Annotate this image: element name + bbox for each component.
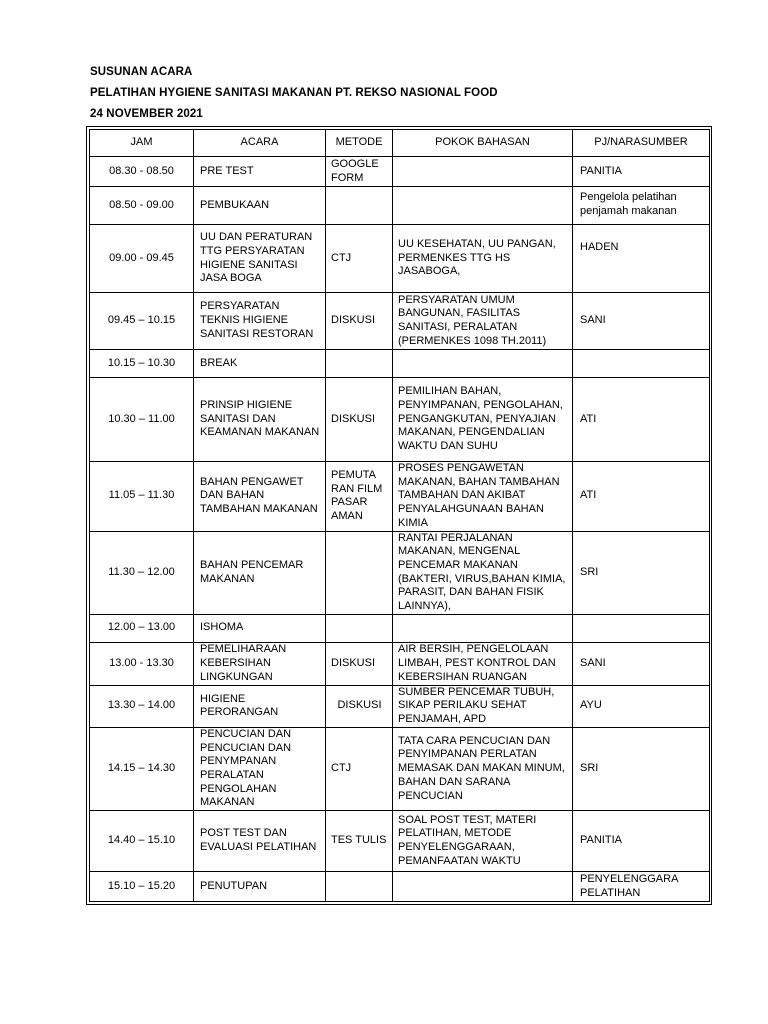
cell-pokok: TATA CARA PENCUCIAN DAN PENYIMPANAN PERLATAN MEMASAK DAN MAKAN MINUM, BAHAN DAN SARANA PENCUCIAN (393, 727, 573, 810)
cell-acara: BAHAN PENGAWET DAN BAHAN TAMBAHAN MAKANAN (194, 462, 326, 532)
cell-jam: 08.50 - 09.00 (90, 187, 194, 225)
cell-pokok (393, 187, 573, 225)
cell-pj: PANITIA (573, 811, 710, 872)
cell-metode: DISKUSI (326, 642, 393, 685)
cell-acara: PRE TEST (194, 157, 326, 187)
cell-jam: 11.05 – 11.30 (90, 462, 194, 532)
cell-metode (326, 531, 393, 614)
table-row (90, 872, 710, 902)
cell-jam: 14.40 – 15.10 (90, 811, 194, 872)
cell-acara: PEMBUKAAN (194, 187, 326, 225)
table-row (90, 614, 710, 642)
column-header-jam: JAM (90, 130, 194, 157)
cell-jam: 09.45 – 10.15 (90, 293, 194, 350)
cell-acara: HIGIENE PERORANGAN (194, 685, 326, 727)
cell-pokok (393, 350, 573, 378)
cell-pj: SRI (573, 727, 710, 810)
cell-metode (326, 350, 393, 378)
table-row (90, 293, 710, 350)
cell-acara: PERSYARATAN TEKNIS HIGIENE SANITASI RESTORAN (194, 293, 326, 350)
cell-pj: SANI (573, 642, 710, 685)
table-row (90, 157, 710, 187)
cell-acara: PENCUCIAN DAN PENCUCIAN DAN PENYMPANAN PERALATAN PENGOLAHAN MAKANAN (194, 727, 326, 810)
cell-acara: PRINSIP HIGIENE SANITASI DAN KEAMANAN MAKANAN (194, 378, 326, 462)
training-title: PELATIHAN HYGIENE SANITASI MAKANAN PT. REKSO NASIONAL FOOD (90, 87, 498, 99)
cell-acara: ISHOMA (194, 614, 326, 642)
table-row (90, 378, 710, 462)
table-row (90, 462, 710, 532)
column-header-acara: ACARA (194, 130, 326, 157)
cell-acara: BAHAN PENCEMAR MAKANAN (194, 531, 326, 614)
cell-metode: CTJ (326, 225, 393, 293)
cell-acara: PENUTUPAN (194, 872, 326, 902)
cell-metode: DISKUSI (326, 685, 393, 727)
cell-pokok: PEMILIHAN BAHAN, PENYIMPANAN, PENGOLAHAN, PENGANGKUTAN, PENYAJIAN MAKANAN, PENGENDALIAN WAKTU DAN SUHU (393, 378, 573, 462)
cell-acara: UU DAN PERATURAN TTG PERSYARATAN HIGIENE SANITASI JASA BOGA (194, 225, 326, 293)
column-header-metode: METODE (326, 130, 393, 157)
cell-jam: 09.00 - 09.45 (90, 225, 194, 293)
cell-pokok: SUMBER PENCEMAR TUBUH, SIKAP PERILAKU SEHAT PENJAMAH, APD (393, 685, 573, 727)
cell-pj (573, 614, 710, 642)
cell-jam: 11.30 – 12.00 (90, 531, 194, 614)
table-row (90, 642, 710, 685)
cell-acara: PEMELIHARAAN KEBERSIHAN LINGKUNGAN (194, 642, 326, 685)
cell-pokok (393, 157, 573, 187)
cell-metode: TES TULIS (326, 811, 393, 872)
table-row (90, 187, 710, 225)
cell-jam: 14.15 – 14.30 (90, 727, 194, 810)
table-row (90, 685, 710, 727)
cell-pj: ATI (573, 378, 710, 462)
cell-jam: 08.30 - 08.50 (90, 157, 194, 187)
cell-pj: Pengelola pelatihan penjamah makanan (573, 187, 710, 225)
cell-acara: POST TEST DAN EVALUASI PELATIHAN (194, 811, 326, 872)
cell-jam: 15.10 – 15.20 (90, 872, 194, 902)
cell-metode (326, 872, 393, 902)
cell-pj: HADEN (573, 225, 710, 293)
cell-metode (326, 614, 393, 642)
table-row (90, 350, 710, 378)
schedule-table-frame (86, 126, 712, 905)
cell-pj: AYU (573, 685, 710, 727)
cell-pj: PANITIA (573, 157, 710, 187)
cell-pj: ATI (573, 462, 710, 532)
cell-metode: DISKUSI (326, 378, 393, 462)
schedule-table (89, 129, 710, 902)
column-header-pokok-bahasan: POKOK BAHASAN (393, 130, 573, 157)
cell-pj (573, 350, 710, 378)
cell-metode: CTJ (326, 727, 393, 810)
table-row (90, 727, 710, 810)
cell-pj: SRI (573, 531, 710, 614)
event-date: 24 NOVEMBER 2021 (90, 108, 203, 120)
table-row (90, 531, 710, 614)
cell-jam: 10.30 – 11.00 (90, 378, 194, 462)
table-row (90, 225, 710, 293)
cell-metode: DISKUSI (326, 293, 393, 350)
table-row (90, 811, 710, 872)
column-header-pj-narasumber: PJ/NARASUMBER (573, 130, 710, 157)
cell-pj: SANI (573, 293, 710, 350)
cell-metode: PEMUTA RAN FILM PASAR AMAN (326, 462, 393, 532)
cell-metode: GOOGLE FORM (326, 157, 393, 187)
cell-pj: PENYELENGGARA PELATIHAN (573, 872, 710, 902)
cell-pokok (393, 614, 573, 642)
cell-pokok: PROSES PENGAWETAN MAKANAN, BAHAN TAMBAHAN TAMBAHAN DAN AKIBAT PENYALAHGUNAAN BAHAN KIMIA (393, 462, 573, 532)
cell-acara: BREAK (194, 350, 326, 378)
cell-pokok (393, 872, 573, 902)
cell-pokok: SOAL POST TEST, MATERI PELATIHAN, METODE PENYELENGGARAAN, PEMANFAATAN WAKTU (393, 811, 573, 872)
cell-jam: 13.00 - 13.30 (90, 642, 194, 685)
cell-pokok: UU KESEHATAN, UU PANGAN, PERMENKES TTG HS JASABOGA, (393, 225, 573, 293)
cell-jam: 10.15 – 10.30 (90, 350, 194, 378)
cell-jam: 13.30 – 14.00 (90, 685, 194, 727)
cell-pokok: PERSYARATAN UMUM BANGUNAN, FASILITAS SANITASI, PERALATAN (PERMENKES 1098 TH.2011) (393, 293, 573, 350)
cell-jam: 12.00 – 13.00 (90, 614, 194, 642)
cell-metode (326, 187, 393, 225)
cell-pokok: RANTAI PERJALANAN MAKANAN, MENGENAL PENCEMAR MAKANAN (BAKTERI, VIRUS,BAHAN KIMIA, PARASIT, DAN BAHAN FISIK LAINNYA), (393, 531, 573, 614)
document-title: SUSUNAN ACARA (90, 66, 193, 78)
cell-pokok: AIR BERSIH, PENGELOLAAN LIMBAH, PEST KONTROL DAN KEBERSIHAN RUANGAN (393, 642, 573, 685)
table-header-row (90, 130, 710, 157)
